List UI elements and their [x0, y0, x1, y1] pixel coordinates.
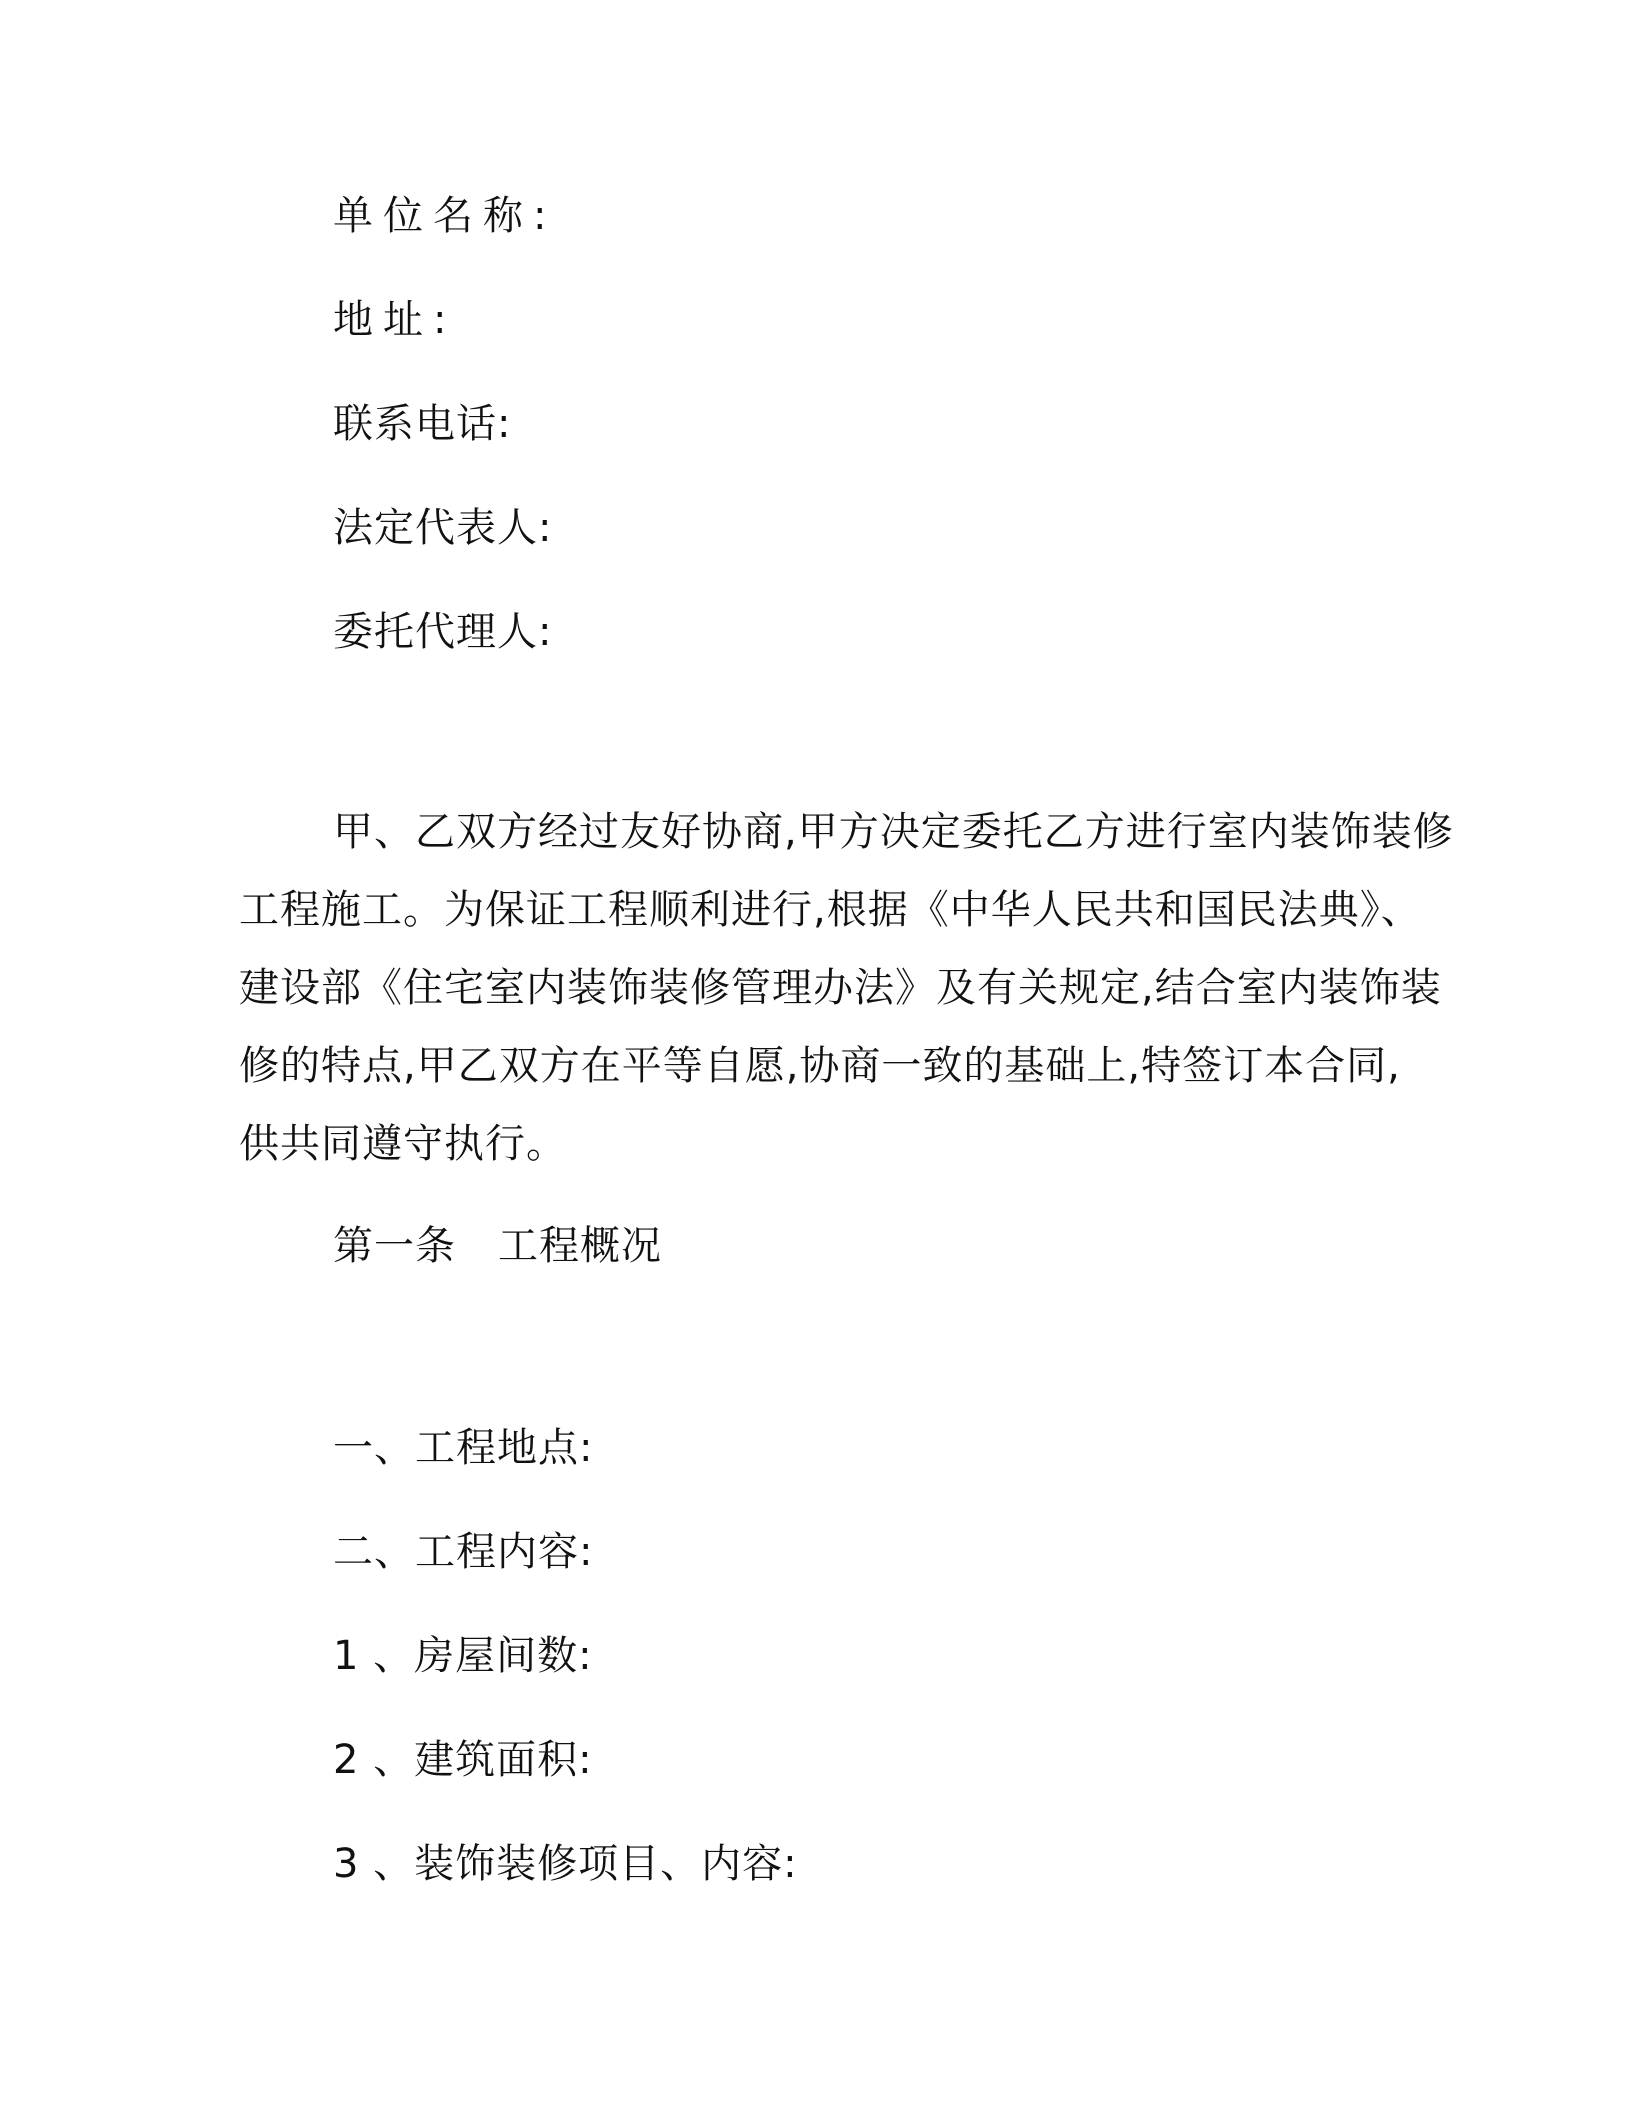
- building-area-label: 2 、建筑面积:: [333, 1737, 593, 1783]
- address-label: 地址:: [333, 297, 457, 343]
- project-location-label: 一、工程地点:: [333, 1425, 594, 1471]
- preamble-line-2: 工程施工。为保证工程顺利进行,根据《中华人民共和国民法典》、: [239, 887, 1422, 933]
- article-1-number: 第一条: [333, 1223, 456, 1269]
- article-1-heading: [333, 1220, 662, 1272]
- article-1-title: 工程概况: [498, 1223, 662, 1269]
- project-content-label: 二、工程内容:: [333, 1529, 594, 1575]
- authorized-agent-label: 委托代理人:: [333, 609, 553, 655]
- room-count-label: 1 、房屋间数:: [333, 1633, 593, 1679]
- preamble-line-5: 供共同遵守执行。: [239, 1121, 567, 1167]
- preamble-line-4: 修的特点,甲乙双方在平等自愿,协商一致的基础上,特签订本合同,: [239, 1043, 1401, 1089]
- preamble-line-1: 甲、乙双方经过友好协商,甲方决定委托乙方进行室内装饰装修: [333, 809, 1454, 855]
- unit-name-label: 单位名称:: [333, 193, 557, 239]
- preamble-line-3: 建设部《住宅室内装饰装修管理办法》及有关规定,结合室内装饰装: [239, 965, 1442, 1011]
- phone-label: 联系电话:: [333, 401, 512, 447]
- legal-representative-label: 法定代表人:: [333, 505, 553, 551]
- decoration-items-label: 3 、装饰装修项目、内容:: [333, 1841, 798, 1887]
